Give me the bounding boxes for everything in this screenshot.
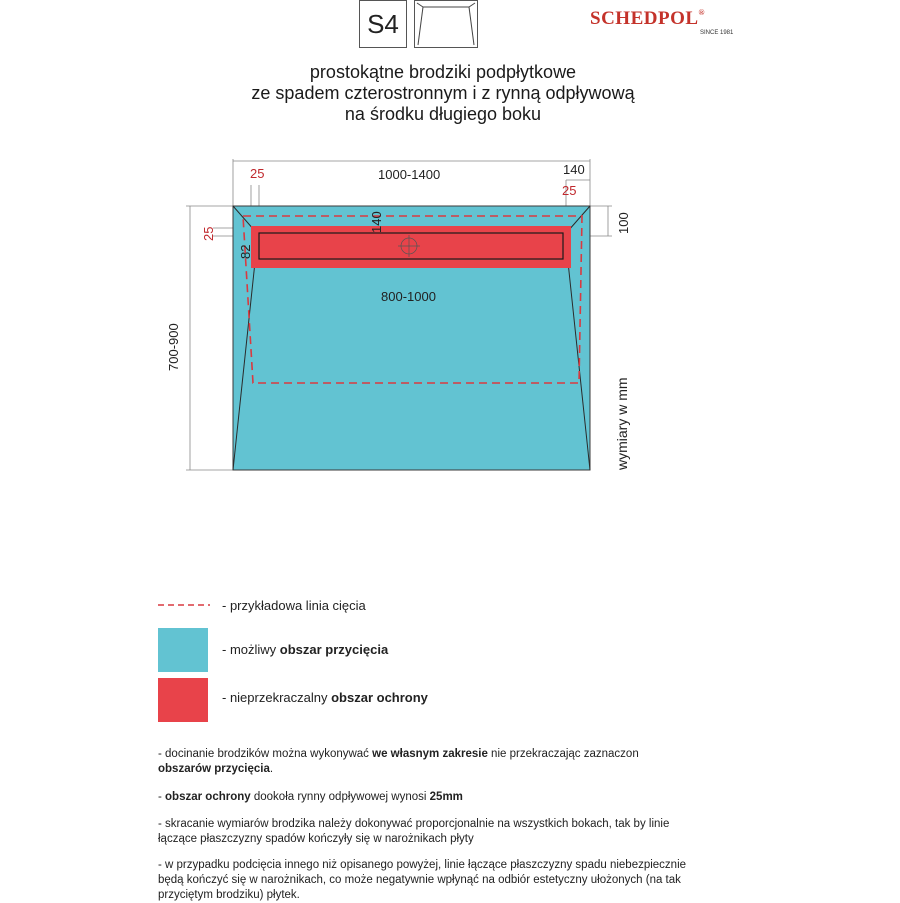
note-1-d: obszarów przycięcia xyxy=(158,763,270,775)
dim-left-25: 25 xyxy=(250,166,265,181)
note-1-a: - docinanie brodzików można wykonywać xyxy=(158,748,373,760)
note-2-a: - xyxy=(158,791,166,803)
dim-height: 700-900 xyxy=(166,323,181,371)
note-4-line-2: będą kończyć się w narożnikach, co może negatywnie wpłynąć na odbiór estetyczny ułożonych (na tak xyxy=(158,874,681,886)
dim-right-25: 25 xyxy=(562,183,577,198)
note-4-line-1: - w przypadku podcięcia innego niż opisanego powyżej, linie łączące płaszczyzny spadu niebezpiecznie xyxy=(158,859,687,871)
registered-mark: ® xyxy=(698,8,706,17)
legend-cut-area-prefix: - możliwy xyxy=(222,642,280,657)
title-line-3: na środku długiego boku xyxy=(344,104,542,124)
note-3-line-2: łączące płaszczyzny spadów kończyły się w narożnikach płyty xyxy=(158,833,474,845)
units-note: wymiary w mm xyxy=(614,377,630,470)
legend-protect-swatch xyxy=(158,678,208,722)
dim-width-total: 1000-1400 xyxy=(378,167,441,182)
dim-gutter-length: 800-1000 xyxy=(381,289,436,304)
note-1 xyxy=(158,747,718,777)
title-line-2: ze spadem czterostronnym i z rynną odpływową xyxy=(251,83,635,103)
legend-protect-bold: obszar ochrony xyxy=(331,690,428,705)
dim-gutter-140: 140 xyxy=(369,211,384,233)
legend-cut-area-swatch xyxy=(158,628,208,672)
dim-left-side-25: 25 xyxy=(201,226,216,241)
brand-since: SINCE 1981 xyxy=(700,30,734,36)
note-1-b: we własnym zakresie xyxy=(372,748,488,760)
legend-cut-area-label xyxy=(222,642,388,657)
note-1-e: . xyxy=(269,763,274,775)
dim-right-offset: 140 xyxy=(563,162,585,177)
note-4 xyxy=(158,858,718,903)
note-3 xyxy=(158,817,718,847)
note-2 xyxy=(158,790,718,805)
dim-gutter-82: 82 xyxy=(238,244,253,259)
title-line-1: prostokątne brodziki podpłytkowe xyxy=(309,62,577,82)
product-code: S4 xyxy=(367,8,399,39)
brand-logo-text: SCHEDPOL xyxy=(590,8,699,29)
legend-cut-area-bold: obszar przycięcia xyxy=(279,642,389,657)
note-1-c: nie przekraczając zaznaczon xyxy=(487,748,639,760)
note-4-line-3: przyciętym brodziku) płytek. xyxy=(158,889,300,901)
note-2-c: dookoła rynny odpływowej wynosi xyxy=(250,791,430,803)
legend-protect-label xyxy=(222,690,428,705)
dim-right-100: 100 xyxy=(616,212,631,234)
legend-cut-line-sample xyxy=(158,600,210,610)
legend-cut-line-label: - przykładowa linia cięcia xyxy=(222,598,366,613)
legend-protect-prefix: - nieprzekraczalny xyxy=(222,690,332,705)
note-2-d: 25mm xyxy=(429,791,463,803)
note-3-line-1: - skracanie wymiarów brodzika należy dokonywać proporcjonalnie na wszystkich bokach, tak by linie xyxy=(158,818,670,830)
note-2-b: obszar ochrony xyxy=(165,791,251,803)
